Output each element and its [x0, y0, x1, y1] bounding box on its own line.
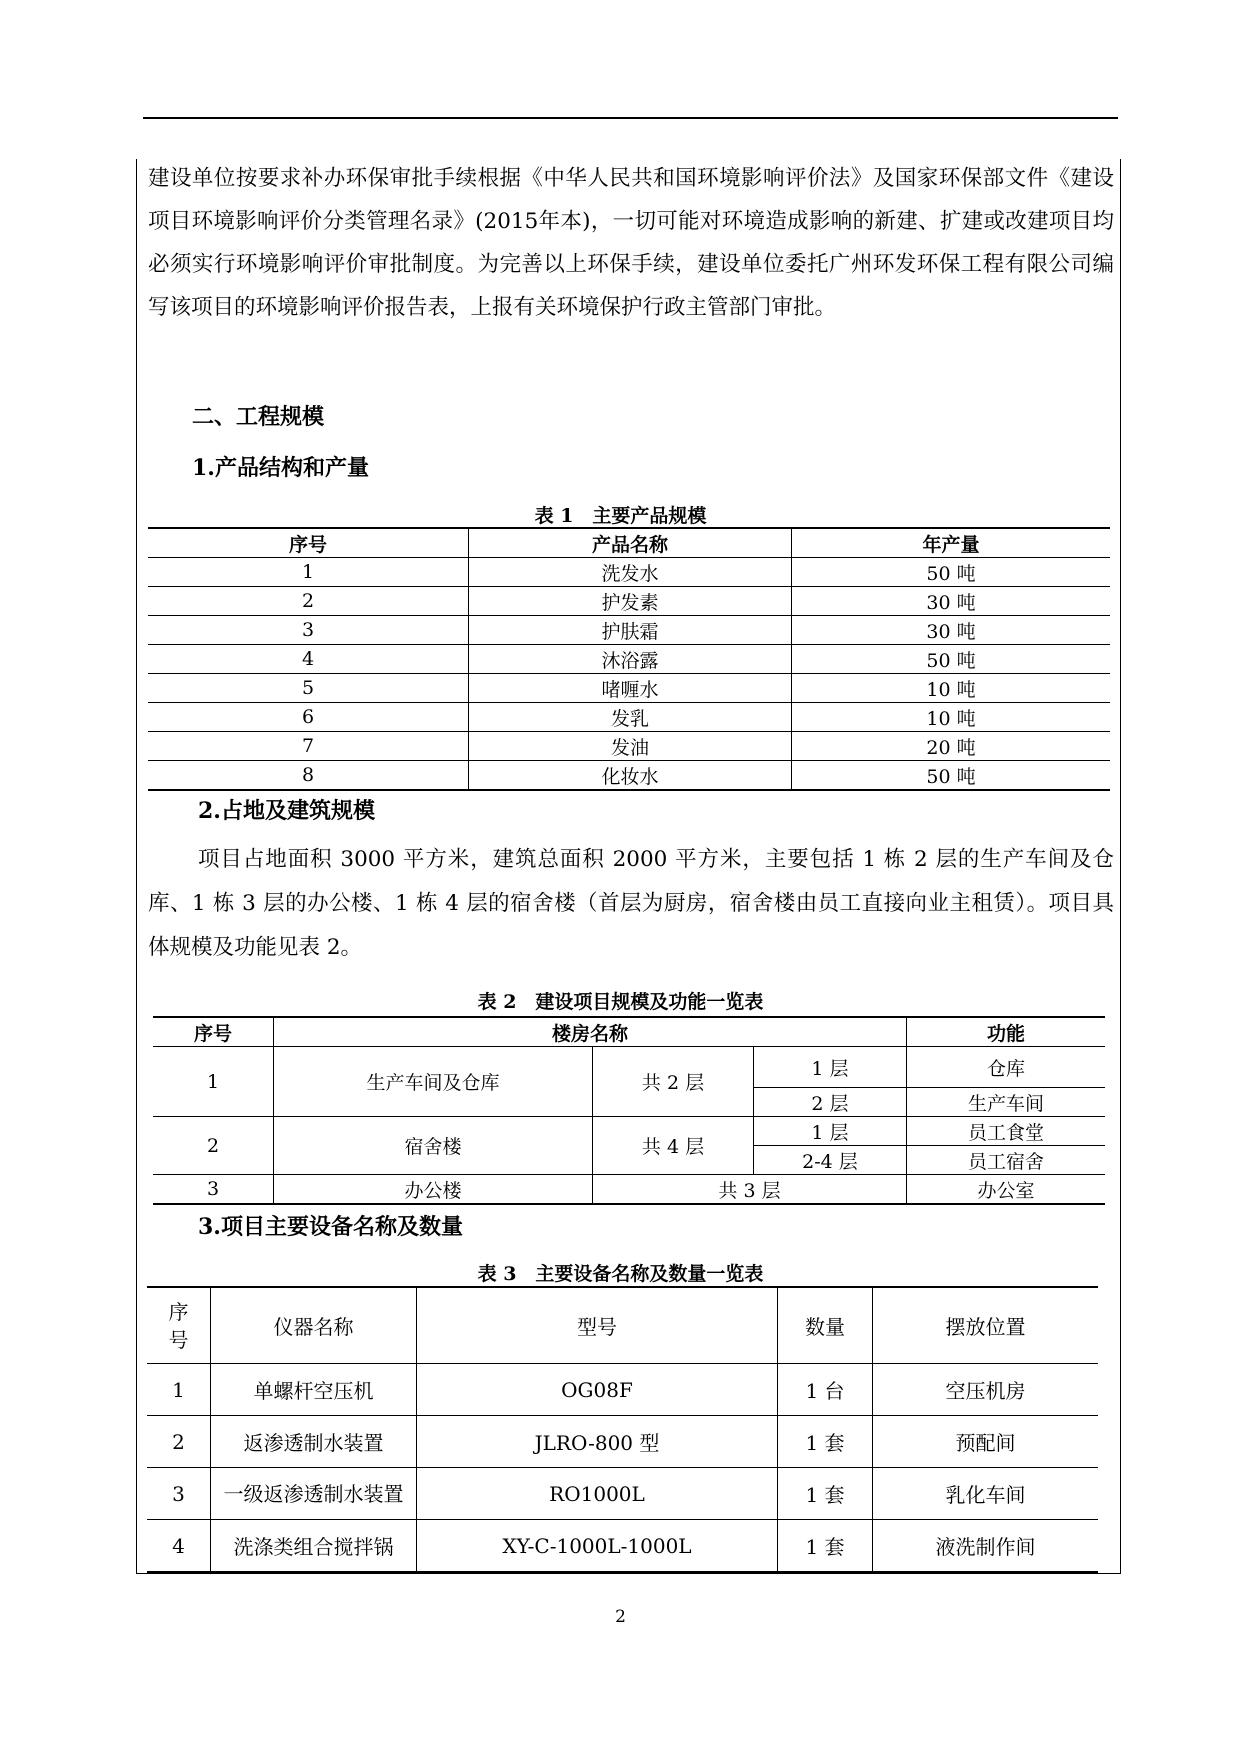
cell-output: 50 吨 — [792, 761, 1111, 791]
building-scale-paragraph: 项目占地面积 3000 平方米，建筑总面积 2000 平方米，主要包括 1 栋 2 层的生产车间及仓库、1 栋 3 层的办公楼、1 栋 4 层的宿舍楼（首层为厨房，宿舍楼由员工直接向业主租赁）。项目具体规模及功能见表 2。 — [148, 847, 1114, 960]
cell-no: 4 — [148, 645, 469, 674]
cell-function: 仓库 — [907, 1047, 1106, 1088]
cell-no: 2 — [153, 1117, 274, 1175]
cell-quantity: 1 套 — [778, 1416, 873, 1468]
cell-product: 化妆水 — [469, 761, 792, 791]
building-scale-table — [153, 1016, 1105, 1205]
table-row — [147, 1364, 1098, 1416]
cell-output: 50 吨 — [792, 558, 1111, 587]
cell-no: 2 — [148, 587, 469, 616]
table-row — [148, 558, 1110, 587]
cell-function: 员工食堂 — [907, 1117, 1106, 1146]
cell-product: 啫喱水 — [469, 674, 792, 703]
cell-model: XY-C-1000L-1000L — [417, 1520, 778, 1573]
cell-floor-total: 共 2 层 — [593, 1047, 754, 1117]
cell-instrument: 返渗透制水装置 — [211, 1416, 417, 1468]
table-row — [153, 1047, 1105, 1088]
cell-no: 5 — [148, 674, 469, 703]
cell-building-name: 办公楼 — [274, 1175, 593, 1205]
table-row — [153, 1175, 1105, 1205]
subsection-2-title: 2.占地及建筑规模 — [198, 798, 375, 824]
col-header-product: 产品名称 — [469, 528, 792, 558]
cell-output: 20 吨 — [792, 732, 1111, 761]
table-header-row — [148, 528, 1110, 558]
cell-instrument: 洗涤类组合搅拌锅 — [211, 1520, 417, 1573]
cell-floor: 2 层 — [754, 1088, 907, 1117]
cell-floor: 1 层 — [754, 1047, 907, 1088]
cell-no: 3 — [148, 616, 469, 645]
cell-no: 7 — [148, 732, 469, 761]
cell-instrument: 单螺杆空压机 — [211, 1364, 417, 1416]
table-row — [153, 1117, 1105, 1146]
page-number: 2 — [615, 1607, 626, 1627]
cell-no: 2 — [147, 1416, 211, 1468]
col-header-instrument: 仪器名称 — [211, 1287, 417, 1364]
cell-no: 8 — [301, 764, 315, 786]
col-header-no: 序号 — [148, 528, 469, 558]
cell-no: 1 — [147, 1364, 211, 1416]
cell-model: RO1000L — [417, 1468, 778, 1520]
cell-product: 发油 — [469, 732, 792, 761]
cell-function: 员工宿舍 — [907, 1146, 1106, 1175]
table-row — [147, 1468, 1098, 1520]
product-scale-table — [148, 527, 1110, 791]
section-2-title: 二、工程规模 — [192, 404, 325, 430]
cell-function: 办公室 — [907, 1175, 1106, 1205]
subsection-1-title: 1.产品结构和产量 — [192, 455, 369, 481]
cell-building-name: 生产车间及仓库 — [274, 1047, 593, 1117]
cell-model: JLRO-800 型 — [417, 1416, 778, 1468]
cell-function: 生产车间 — [907, 1088, 1106, 1117]
col-header-quantity: 数量 — [778, 1287, 873, 1364]
cell-building-name: 宿舍楼 — [274, 1117, 593, 1175]
table-1-caption: 表 1 主要产品规模 — [534, 505, 707, 527]
table-row — [148, 703, 1110, 732]
table-row — [148, 645, 1110, 674]
table-row — [148, 587, 1110, 616]
cell-model: OG08F — [417, 1364, 778, 1416]
cell-floor-total: 共 4 层 — [593, 1117, 754, 1175]
cell-location: 液洗制作间 — [873, 1520, 1099, 1573]
cell-product: 护肤霜 — [469, 616, 792, 645]
cell-product: 洗发水 — [469, 558, 792, 587]
cell-no: 3 — [147, 1468, 211, 1520]
cell-floor: 1 层 — [754, 1117, 907, 1146]
cell-no: 4 — [147, 1520, 211, 1573]
cell-output: 30 吨 — [792, 616, 1111, 645]
cell-no: 1 — [148, 558, 469, 587]
cell-output: 10 吨 — [792, 703, 1111, 732]
table-row — [148, 674, 1110, 703]
table-header-row — [147, 1287, 1098, 1364]
col-header-model: 型号 — [417, 1287, 778, 1364]
col-header-location: 摆放位置 — [873, 1287, 1099, 1364]
table-3-caption: 表 3 主要设备名称及数量一览表 — [477, 1263, 764, 1285]
header-rule — [143, 117, 1118, 119]
table-row — [148, 732, 1110, 761]
col-header-no — [147, 1287, 211, 1364]
table-row — [148, 761, 1110, 791]
col-header-no: 序号 — [153, 1017, 274, 1047]
cell-floor: 2-4 层 — [754, 1146, 907, 1175]
cell-output: 50 吨 — [792, 645, 1111, 674]
table-header-row — [153, 1017, 1105, 1047]
cell-no: 1 — [153, 1047, 274, 1117]
cell-quantity: 1 套 — [778, 1468, 873, 1520]
cell-location: 空压机房 — [873, 1364, 1099, 1416]
cell-no: 3 — [153, 1175, 274, 1205]
cell-floor-total: 共 3 层 — [593, 1175, 907, 1205]
cell-quantity: 1 台 — [778, 1364, 873, 1416]
col-header-function: 功能 — [907, 1017, 1106, 1047]
cell-product: 发乳 — [469, 703, 792, 732]
col-header-building: 楼房名称 — [274, 1017, 907, 1047]
intro-paragraph: 建设单位按要求补办环保审批手续根据《中华人民共和国环境影响评价法》及国家环保部文件《建设项目环境影响评价分类管理名录》(2015年本)，一切可能对环境造成影响的新建、扩建或改建项目均必须实行环境影响评价审批制度。为完善以上环保手续，建设单位委托广州环发环保工程有限公司编写该项目的环境影响评价报告表，上报有关环境保护行政主管部门审批。 — [148, 166, 1114, 320]
cell-output: 10 吨 — [792, 674, 1111, 703]
table-row — [148, 616, 1110, 645]
col-header-output: 年产量 — [792, 528, 1111, 558]
cell-instrument: 一级返渗透制水装置 — [211, 1468, 417, 1520]
cell-quantity: 1 套 — [778, 1520, 873, 1573]
cell-location: 预配间 — [873, 1416, 1099, 1468]
header-no-text: 序号 — [168, 1299, 189, 1352]
cell-product: 沐浴露 — [469, 645, 792, 674]
cell-output: 30 吨 — [792, 587, 1111, 616]
table-row — [147, 1416, 1098, 1468]
table-2-caption: 表 2 建设项目规模及功能一览表 — [477, 991, 764, 1013]
equipment-table — [147, 1286, 1098, 1573]
cell-product: 护发素 — [469, 587, 792, 616]
cell-location: 乳化车间 — [873, 1468, 1099, 1520]
cell-no: 6 — [148, 703, 469, 732]
table-row — [147, 1520, 1098, 1573]
subsection-3-title: 3.项目主要设备名称及数量 — [198, 1214, 463, 1240]
